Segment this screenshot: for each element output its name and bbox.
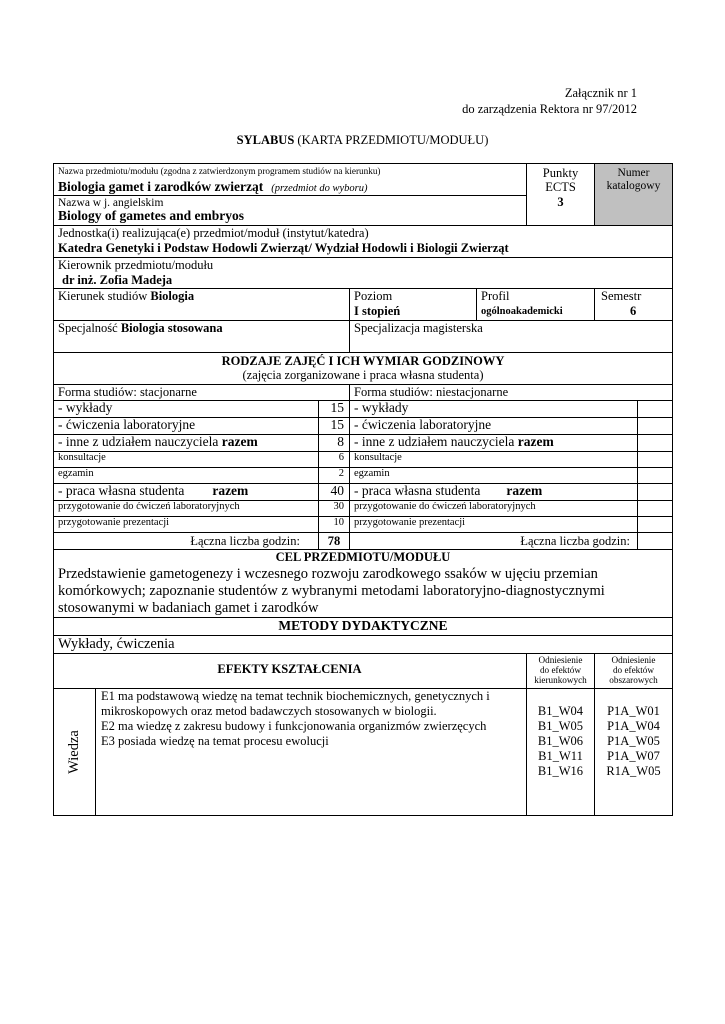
- hours-row-label: [58, 418, 195, 433]
- outcome-line-1: E1 ma podstawową wiedzę na temat technik biochemicznych, genetycznych i: [101, 689, 490, 703]
- area-ref-2: P1A_W04: [607, 719, 660, 733]
- head-name: dr inż. Zofia Madeja: [62, 273, 173, 287]
- semester-value: 6: [630, 304, 637, 318]
- part-time-row-label-text: przygotowanie do ćwiczeń laboratoryjnych: [354, 501, 536, 512]
- goal-line-3: stosowanymi w badaniach gamet i zarodków: [58, 600, 319, 616]
- level-label: Poziom: [354, 289, 393, 303]
- outcome-line-2: mikroskopowych oraz metod badawczych stosowanych w biologii.: [101, 704, 437, 718]
- catalog-label-2: katalogowy: [606, 180, 661, 192]
- hours-row-label: [58, 435, 258, 450]
- area-ref-4: P1A_W07: [607, 749, 660, 763]
- field-ref-header-2: do efektów: [539, 665, 582, 675]
- masters-label: Specjalizacja magisterska: [354, 321, 483, 335]
- field-ref-5: B1_W16: [537, 764, 584, 778]
- course-name: Biologia gamet i zarodków zwierząt: [58, 179, 264, 194]
- specialty: [58, 322, 223, 336]
- part-time-row-label: [354, 517, 465, 529]
- area-ref-header-3: obszarowych: [609, 675, 658, 685]
- part-time-row-label: [354, 401, 408, 416]
- title-bold: SYLABUS: [236, 133, 295, 147]
- field-ref-1: B1_W04: [537, 704, 584, 718]
- part-time-row-label-text: przygotowanie prezentacji: [354, 517, 466, 528]
- part-time-row-label: [354, 501, 536, 513]
- part-time-row-total-word: razem: [506, 483, 543, 498]
- english-name-label: Nazwa w j. angielskim: [58, 197, 164, 209]
- ordinance-label: do zarządzenia Rektora nr 97/2012: [462, 102, 637, 116]
- part-time-row-label: [354, 484, 542, 499]
- field-ref-header-3: kierunkowych: [534, 675, 587, 685]
- methods-title: METODY DYDAKTYCZNE: [278, 618, 448, 633]
- unit-label: Jednostka(i) realizująca(e) przedmiot/moduł (instytut/katedra): [58, 226, 369, 240]
- unit-name: Katedra Genetyki i Podstaw Hodowli Zwierząt/ Wydział Hodowli i Biologii Zwierząt: [58, 241, 509, 255]
- course-name-row: [58, 178, 367, 196]
- goal-title: CEL PRZEDMIOTU/MODUŁU: [275, 550, 451, 564]
- title-rest: (KARTA PRZEDMIOTU/MODUŁU): [294, 133, 489, 147]
- part-time-row-label-text: - ćwiczenia laboratoryjne: [354, 417, 492, 432]
- hours-row-label-text: konsultacje: [58, 452, 106, 463]
- part-time-row-label-text: konsultacje: [354, 452, 402, 463]
- area-ref-3: P1A_W05: [607, 734, 660, 748]
- goal-line-1: Przedstawienie gametogenezy i wczesnego rozwoju zarodkowego ssaków w ujęciu przemian: [58, 566, 598, 582]
- hours-row-label-text: przygotowanie do ćwiczeń laboratoryjnych: [58, 501, 240, 512]
- methods-text: Wykłady, ćwiczenia: [58, 636, 175, 652]
- hours-row-value: 15: [330, 417, 344, 432]
- outcomes-title: EFEKTY KSZTAŁCENIA: [217, 662, 362, 676]
- specialty-value: Biologia stosowana: [120, 321, 223, 335]
- field-ref-3: B1_W06: [537, 734, 584, 748]
- part-time-row-label-text: - inne z udziałem nauczyciela: [354, 434, 518, 449]
- hours-row-value: 2: [338, 468, 344, 479]
- head-label: Kierownik przedmiotu/modułu: [58, 258, 214, 272]
- hours-row-value: 8: [337, 434, 344, 449]
- goal-line-2: komórkowych; zapoznanie studentów z wybranymi metodami laboratoryjno-diagnostycznymi: [58, 583, 605, 599]
- catalog-label: Numer: [617, 167, 650, 179]
- annex-label: Załącznik nr 1: [564, 86, 637, 100]
- part-time-row-label-text: egzamin: [354, 468, 390, 479]
- hours-row-label: [58, 517, 169, 529]
- full-time-label: Forma studiów: stacjonarne: [58, 385, 197, 399]
- course-name-label: Nazwa przedmiotu/modułu (zgodna z zatwierdzonym programem studiów na kierunku): [58, 166, 381, 176]
- hours-subtitle: (zajęcia zorganizowane i praca własna studenta): [242, 368, 484, 382]
- ects-label-2: ECTS: [545, 180, 576, 194]
- hours-row-value: 10: [333, 517, 344, 528]
- part-time-row-total-word: razem: [517, 434, 554, 449]
- hours-row-value: 40: [330, 483, 344, 498]
- hours-title: RODZAJE ZAJĘĆ I ICH WYMIAR GODZINOWY: [221, 354, 505, 368]
- ects-value: 3: [557, 195, 564, 209]
- hours-row-total-word: razem: [212, 483, 249, 498]
- hours-row-label-text: przygotowanie prezentacji: [58, 517, 170, 528]
- outcome-line-4: E3 posiada wiedzę na temat procesu ewolucji: [101, 734, 329, 748]
- hours-row-label-text: - praca własna studenta: [58, 483, 185, 498]
- english-name: Biology of gametes and embryos: [58, 208, 244, 223]
- ects-label: Punkty: [542, 166, 579, 180]
- part-time-row-label: [354, 468, 390, 480]
- hours-row-label-text: - inne z udziałem nauczyciela: [58, 434, 222, 449]
- specialty-label: Specjalność: [58, 321, 121, 335]
- profile-value: ogólnoakademicki: [481, 306, 563, 317]
- category-label: Wiedza: [66, 730, 83, 774]
- field-ref-2: B1_W05: [537, 719, 584, 733]
- area-ref-header-1: Odniesienie: [611, 655, 656, 665]
- part-time-row-label-text: - wykłady: [354, 400, 409, 415]
- hours-row-value: 30: [333, 501, 344, 512]
- part-time-row-label-text: - praca własna studenta: [354, 483, 481, 498]
- hours-row-value: 6: [338, 452, 344, 463]
- total-value: 78: [327, 534, 341, 548]
- area-ref-header-2: do efektów: [612, 665, 655, 675]
- hours-row-label: [58, 501, 240, 513]
- field-value: Biologia: [150, 289, 195, 303]
- outcome-line-3: E2 ma wiedzę z zakresu budowy i funkcjonowania organizmów zwierzęcych: [101, 719, 487, 733]
- hours-row-total-word: razem: [221, 434, 258, 449]
- hours-row-label-text: egzamin: [58, 468, 94, 479]
- total-label: Łączna liczba godzin:: [190, 534, 300, 548]
- area-ref-5: R1A_W05: [606, 764, 661, 778]
- hours-row-label: [58, 468, 94, 480]
- semester-label: Semestr: [601, 289, 642, 303]
- elective-note: (przedmiot do wyboru): [271, 183, 368, 194]
- field-of-study: [58, 290, 194, 304]
- part-time-label: Forma studiów: niestacjonarne: [354, 385, 509, 399]
- part-time-row-label: [354, 435, 554, 450]
- level-value: I stopień: [354, 304, 401, 318]
- part-time-row-label: [354, 418, 491, 433]
- area-ref-1: P1A_W01: [607, 704, 660, 718]
- field-ref-4: B1_W11: [538, 749, 583, 763]
- page-title: [0, 133, 725, 148]
- hours-row-label: [58, 484, 248, 499]
- hours-row-label-text: - wykłady: [58, 400, 113, 415]
- hours-row-label-text: - ćwiczenia laboratoryjne: [58, 417, 196, 432]
- field-label: Kierunek studiów: [58, 289, 151, 303]
- field-ref-header-1: Odniesienie: [538, 655, 583, 665]
- hours-row-label: [58, 452, 106, 464]
- hours-row-label: [58, 401, 112, 416]
- hours-row-value: 15: [330, 400, 344, 415]
- part-time-row-label: [354, 452, 402, 464]
- part-total-label: Łączna liczba godzin:: [520, 534, 630, 548]
- profile-label: Profil: [481, 289, 510, 303]
